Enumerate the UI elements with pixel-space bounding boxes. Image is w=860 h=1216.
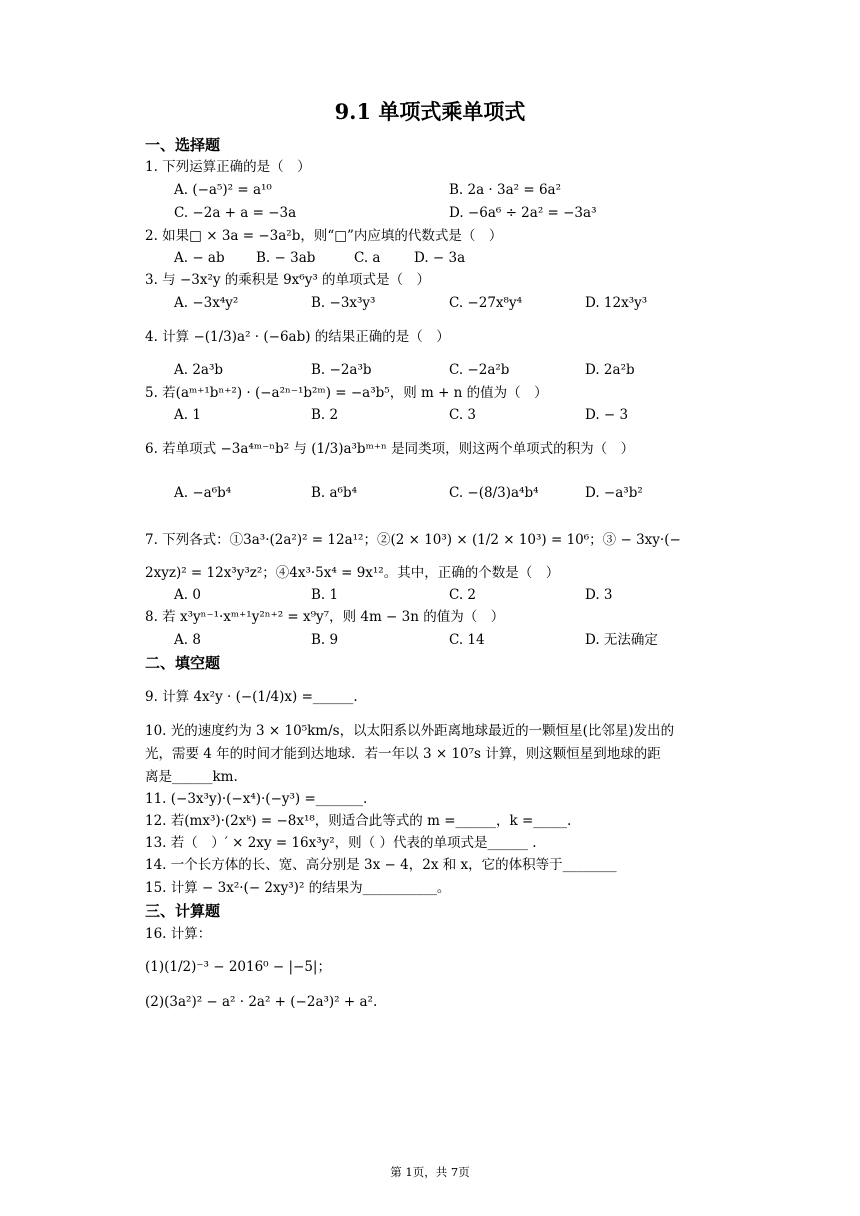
question-4-option-d: D. 2a²b	[585, 362, 635, 378]
question-7-option-a: A. 0	[174, 587, 201, 603]
question-4-option-b: B. −2a³b	[311, 362, 372, 378]
question-8-option-b: B. 9	[311, 632, 339, 648]
question-5-option-d: D. − 3	[585, 407, 629, 423]
question-2-option-b: B. − 3ab	[256, 250, 316, 266]
question-2-option-d: D. − 3a	[414, 250, 466, 266]
question-1-option-b: B. 2a · 3a² = 6a²	[449, 182, 562, 198]
question-16-part-1: (1)(1/2)⁻³ − 2016⁰ − |−5|；	[145, 959, 331, 975]
question-7-option-b: B. 1	[311, 587, 339, 603]
question-1-option-c: C. −2a + a = −3a	[174, 205, 297, 221]
question-9: 9. 计算 4x²y · (−(1/4)x) =______.	[145, 689, 358, 705]
question-8-option-c: C. 14	[449, 632, 485, 648]
section-heading-choice: 一、选择题	[145, 136, 221, 154]
question-1-stem: 1. 下列运算正确的是（ ）	[145, 159, 311, 175]
question-5-option-b: B. 2	[311, 407, 339, 423]
question-13: 13. 若（ ）′ × 2xy = 16x³y²，则（ ）代表的单项式是______ .	[145, 835, 537, 851]
question-4-stem: 4. 计算 −(1/3)a² · (−6ab) 的结果正确的是（ ）	[145, 329, 450, 345]
question-4-option-a: A. 2a³b	[174, 362, 224, 378]
question-11: 11. (−3x³y)·(−x⁴)·(−y³) =_______.	[145, 791, 368, 807]
question-15: 15. 计算 − 3x²·(− 2xy³)² 的结果为___________。	[145, 880, 451, 896]
question-7-stem-line-1: 7. 下列各式：①3a³·(2a²)² = 12a¹²；②(2 × 10³) × (1/2 × 10³) = 10⁶；③ − 3xy·(−	[145, 532, 681, 548]
question-6-option-b: B. a⁶b⁴	[311, 485, 358, 501]
question-7-option-c: C. 2	[449, 587, 477, 603]
question-5-option-a: A. 1	[174, 407, 201, 423]
question-3-option-c: C. −27x⁸y⁴	[449, 295, 522, 311]
question-5-option-c: C. 3	[449, 407, 477, 423]
page-title: 9.1 单项式乘单项式	[334, 99, 526, 124]
question-8-stem: 8. 若 x³yⁿ⁻¹·xᵐ⁺¹y²ⁿ⁺² = x⁹y⁷，则 4m − 3n 的值为（ ）	[145, 609, 505, 625]
question-6-option-d: D. −a³b²	[585, 485, 643, 501]
question-16-part-2: (2)(3a²)² − a² · 2a² + (−2a³)² + a².	[145, 994, 378, 1010]
question-1-option-d: D. −6a⁶ ÷ 2a² = −3a³	[449, 205, 597, 221]
question-10-line-2: 光，需要 4 年的时间才能到达地球．若一年以 3 × 10⁷s 计算，则这颗恒星到地球的距	[145, 746, 661, 762]
question-5-stem: 5. 若(aᵐ⁺¹bⁿ⁺²) · (−a²ⁿ⁻¹b²ᵐ) = −a³b⁵，则 m + n 的值为（ ）	[145, 385, 548, 401]
question-2-option-a: A. − ab	[174, 250, 225, 266]
question-16-stem: 16. 计算：	[145, 926, 212, 942]
question-6-option-a: A. −a⁶b⁴	[174, 485, 232, 501]
question-10-line-1: 10. 光的速度约为 3 × 10⁵km/s，以太阳系以外距离地球最近的一颗恒星(比邻星)发出的	[145, 723, 675, 739]
question-8-option-d: D. 无法确定	[585, 632, 658, 648]
question-2-option-c: C. a	[354, 250, 381, 266]
question-2-stem: 2. 如果□ × 3a = −3a²b，则“□”内应填的代数式是（ ）	[145, 228, 503, 244]
question-1-option-a: A. (−a⁵)² = a¹⁰	[174, 182, 272, 198]
question-4-option-c: C. −2a²b	[449, 362, 510, 378]
question-3-option-d: D. 12x³y³	[585, 295, 648, 311]
question-6-option-c: C. −(8/3)a⁴b⁴	[449, 485, 539, 501]
question-3-option-b: B. −3x³y³	[311, 295, 376, 311]
section-heading-calculation: 三、计算题	[145, 902, 221, 920]
question-6-stem: 6. 若单项式 −3a⁴ᵐ⁻ⁿb² 与 (1/3)a³bᵐ⁺ⁿ 是同类项，则这两个单项式的积为（ ）	[145, 441, 635, 457]
question-10-line-3: 离是______km.	[145, 769, 238, 785]
section-heading-fill-in: 二、填空题	[145, 654, 221, 672]
question-8-option-a: A. 8	[174, 632, 201, 648]
question-12: 12. 若(mx³)·(2xᵏ) = −8x¹⁸，则适合此等式的 m =______，k =_____.	[145, 813, 572, 829]
question-7-stem-line-2: 2xyz)² = 12x³y³z²；④4x³·5x⁴ = 9x¹²。其中，正确的个数是（ ）	[145, 565, 560, 581]
page-footer: 第 1页，共 7页	[390, 1165, 470, 1179]
question-7-option-d: D. 3	[585, 587, 613, 603]
question-3-stem: 3. 与 −3x²y 的乘积是 9x⁶y³ 的单项式是（ ）	[145, 272, 431, 288]
question-14: 14. 一个长方体的长、宽、高分别是 3x − 4，2x 和 x，它的体积等于________	[145, 857, 617, 873]
question-3-option-a: A. −3x⁴y²	[174, 295, 239, 311]
